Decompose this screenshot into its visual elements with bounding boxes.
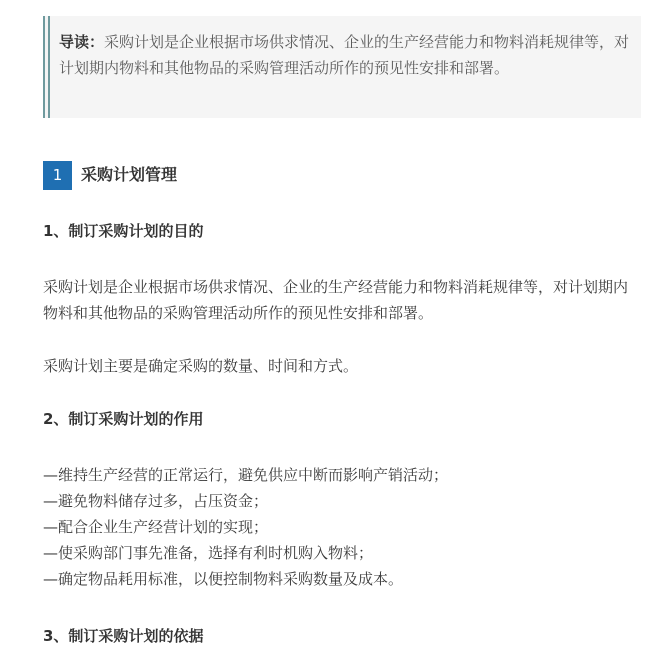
section-number-badge: 1 (43, 161, 72, 190)
section-title: 采购计划管理 (81, 165, 178, 184)
paragraph-purpose-summary: 采购计划主要是确定采购的数量、时间和方式。 (43, 357, 359, 375)
intro-text-block (59, 29, 631, 81)
heading-role: 2、制订采购计划的作用 (43, 410, 204, 428)
heading-purpose: 1、制订采购计划的目的 (43, 222, 204, 240)
list-item: —确定物品耗用标准，以便控制物料采购数量及成本。 (43, 570, 404, 588)
list-item: —配合企业生产经营计划的实现； (43, 518, 269, 536)
list-item: —避免物料储存过多，占压资金； (43, 492, 269, 510)
intro-accent-bar (43, 16, 45, 118)
intro-label: 导读： (59, 33, 105, 51)
intro-box (43, 16, 641, 118)
role-list (43, 462, 633, 592)
list-item: —使采购部门事先准备，选择有利时机购入物料； (43, 544, 374, 562)
intro-text: 采购计划是企业根据市场供求情况、企业的生产经营能力和物料消耗规律等，对计划期内物料和其他物品的采购管理活动所作的预见性安排和部署。 (59, 33, 630, 77)
intro-accent-bar (48, 16, 50, 118)
list-item: —维持生产经营的正常运行，避免供应中断而影响产销活动； (43, 466, 449, 484)
heading-basis: 3、制订采购计划的依据 (43, 627, 204, 645)
paragraph-purpose-definition: 采购计划是企业根据市场供求情况、企业的生产经营能力和物料消耗规律等，对计划期内物料和其他物品的采购管理活动所作的预见性安排和部署。 (43, 278, 629, 322)
